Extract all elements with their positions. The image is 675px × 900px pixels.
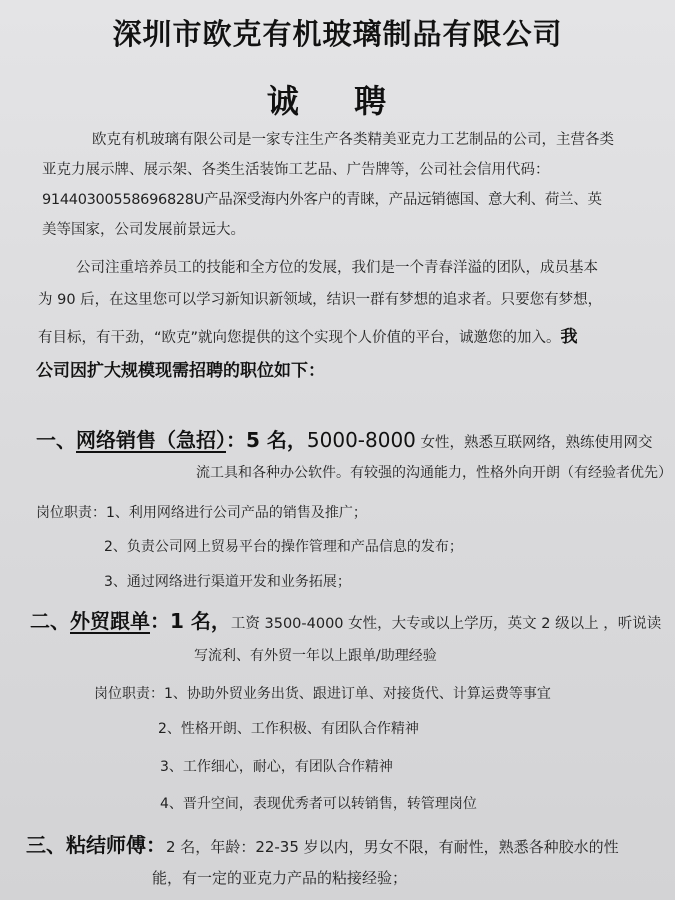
position-1-duty-2: 2、负责公司网上贸易平台的操作管理和产品信息的发布； (104, 539, 463, 555)
position-1-duty-3: 3、通过网络进行渠道开发和业务拓展； (104, 574, 351, 590)
position-2-duty-1: 岗位职责：1、协助外贸业务出货、跟进订单、对接货代、计算运费等事宜 (94, 686, 551, 702)
company-name: 深圳市欧克有机玻璃制品有限公司 (112, 17, 563, 51)
position-3-colon: ： (146, 833, 166, 857)
position-1-name: 网络销售（急招） (76, 428, 226, 452)
position-2-duty-4: 4、晋升空间，表现优秀者可以转销售，转管理岗位 (160, 796, 477, 812)
intro-line-3: 91440300558696828U产品深受海内外客户的青睐，产品远销德国、意大利、荷兰、英 (42, 192, 602, 208)
position-2-duty-2: 2、性格开朗、工作积极、有团队合作精神 (158, 721, 419, 737)
position-2-salary: 工资 3500-4000 (230, 616, 344, 632)
notice-heading: 诚 聘 (266, 82, 409, 120)
position-2-duty-3: 3、工作细心，耐心，有团队合作精神 (160, 759, 393, 775)
culture-bold-tail: 我 (560, 327, 578, 347)
position-2-num: 二、 (30, 609, 70, 633)
culture-line-3-text: 有目标，有干劲，“欧克”就向您提供的这个实现个人价值的平台，诚邀您的加入。 (38, 330, 561, 346)
intro-line-1: 欧克有机玻璃有限公司是一家专注生产各类精美亚克力工艺制品的公司，主营各类 (92, 132, 614, 148)
position-1-title (36, 424, 653, 453)
position-2-req-line: 写流利、有外贸一年以上跟单/助理经验 (194, 648, 437, 664)
culture-line-2: 为 90 后，在这里您可以学习新知识新领域，结识一群有梦想的追求者。只要您有梦想， (38, 292, 603, 308)
position-2-title (30, 605, 661, 634)
position-3-num: 三、 (26, 833, 66, 857)
positions-intro: 公司因扩大规模现需招聘的职位如下： (36, 361, 325, 381)
intro-line-2: 亚克力展示牌、展示架、各类生活装饰工艺品、广告牌等，公司社会信用代码： (42, 162, 550, 178)
position-2-name: 外贸跟单 (70, 609, 150, 633)
position-1-colon: ： (226, 428, 246, 452)
culture-line-3 (38, 322, 578, 347)
position-1-req-inline: 女性，熟悉互联网络，熟练使用网交 (415, 435, 653, 451)
position-2-count: 1 名， (170, 609, 231, 633)
position-1-duty-1: 岗位职责：1、利用网络进行公司产品的销售及推广； (36, 505, 367, 521)
culture-line-1: 公司注重培养员工的技能和全方位的发展，我们是一个青春洋溢的团队，成员基本 (76, 260, 598, 276)
position-3-count: 2 名， (166, 838, 211, 856)
position-3-req-inline: 年龄：22-35 岁以内，男女不限，有耐性，熟悉各种胶水的性 (210, 838, 619, 856)
position-2-req-inline: 女性，大专或以上学历，英文 2 级以上 ，听说读 (343, 616, 662, 632)
position-2-colon: ： (150, 609, 170, 633)
position-3-title (26, 829, 619, 858)
position-3-name: 粘结师傅 (66, 833, 146, 857)
position-1-num: 一、 (36, 428, 76, 452)
intro-line-4: 美等国家，公司发展前景远大。 (42, 222, 245, 238)
position-1-req-line: 流工具和各种办公软件。有较强的沟通能力，性格外向开朗（有经验者优先） (196, 465, 672, 481)
position-1-salary: 5000-8000 (306, 428, 416, 452)
position-1-count: 5 名， (246, 428, 307, 452)
position-3-req-line: 能，有一定的亚克力产品的粘接经验； (152, 869, 408, 887)
